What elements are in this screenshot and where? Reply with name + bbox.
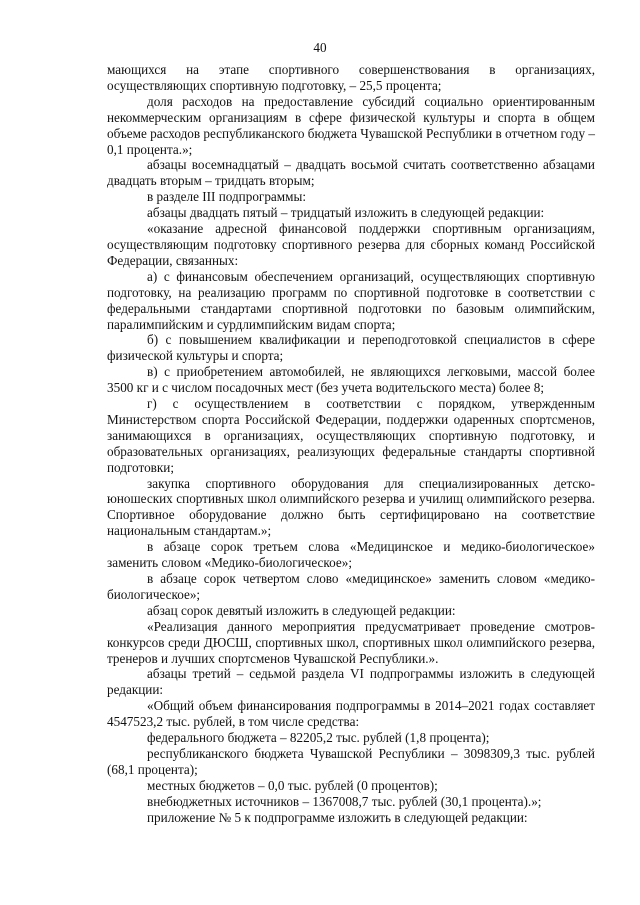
paragraph: местных бюджетов – 0,0 тыс. рублей (0 процентов); bbox=[147, 777, 438, 793]
paragraph: абзацы восемнадцатый – двадцать восьмой считать соответственно абзацами двадцать вторым – тридцать вторым; bbox=[107, 157, 595, 189]
paragraph: закупка спортивного оборудования для специализированных детско-юношеских спортивных школ олимпийского резерва и училищ олимпийского резерва. Спортивное оборудование должно быть сертифицировано на соответствие национальным стандартам.»; bbox=[107, 475, 595, 539]
paragraph: «Реализация данного мероприятия предусматривает проведение смотров-конкурсов среди ДЮСШ, спортивных школ, спортивных школ олимпийского резерва, тренеров и лучших спортсменов Чувашской Республики.». bbox=[107, 618, 595, 666]
paragraph: федерального бюджета – 82205,2 тыс. рублей (1,8 процента); bbox=[147, 730, 490, 746]
paragraph: в абзаце сорок третьем слова «Медицинское и медико-биологическое» заменить словом «Медико-биологическое»; bbox=[107, 539, 595, 571]
document-body bbox=[107, 62, 595, 826]
paragraph: мающихся на этапе спортивного совершенствования в организациях, осуществляющих спортивную подготовку, – 25,5 процента; bbox=[107, 62, 595, 93]
paragraph: абзацы двадцать пятый – тридцатый изложить в следующей редакции: bbox=[147, 205, 545, 221]
paragraph: «Общий объем финансирования подпрограммы в 2014–2021 годах составляет 4547523,2 тыс. рублей, в том числе средства: bbox=[107, 698, 595, 730]
paragraph: а) с финансовым обеспечением организаций, осуществляющих спортивную подготовку, на реализацию программ по спортивной подготовке в соответствии с федеральными стандартами спортивной подготовки по базовым олимпийским, паралимпийским и сурдлимпийским видам спорта; bbox=[107, 268, 595, 332]
paragraph: абзац сорок девятый изложить в следующей редакции: bbox=[147, 602, 456, 618]
page-number: 40 bbox=[313, 40, 327, 55]
paragraph: в) с приобретением автомобилей, не являющихся легковыми, массой более 3500 кг и с числом посадочных мест (без учета водительского места) более 8; bbox=[107, 364, 595, 396]
paragraph: «оказание адресной финансовой поддержки спортивным организациям, осуществляющим подготовку спортивного резерва для сборных команд Российской Федерации, связанных: bbox=[107, 221, 595, 268]
paragraph: приложение № 5 к подпрограмме изложить в следующей редакции: bbox=[147, 809, 528, 825]
paragraph: в абзаце сорок четвертом слово «медицинское» заменить словом «медико-биологическое»; bbox=[107, 571, 595, 602]
paragraph: г) с осуществлением в соответствии с порядком, утвержденным Министерством спорта Российской Федерации, поддержки одаренных спортсменов, занимающихся в организациях, осуществляющих спортивную подготовку, и образовательных организациях, реализующих федеральные стандарты спортивной подготовки; bbox=[107, 396, 595, 475]
paragraph: абзацы третий – седьмой раздела VI подпрограммы изложить в следующей редакции: bbox=[107, 666, 595, 698]
paragraph: б) с повышением квалификации и переподготовкой специалистов в сфере физической культуры и спорта; bbox=[107, 332, 595, 364]
paragraph: доля расходов на предоставление субсидий социально ориентированным некоммерческим организациям в сфере физической культуры и спорта в общем объеме расходов республиканского бюджета Чувашской Республики в отчетном году – 0,1 процента.»; bbox=[107, 93, 595, 157]
paragraph: внебюджетных источников – 1367008,7 тыс. рублей (30,1 процента).»; bbox=[147, 793, 542, 809]
paragraph: республиканского бюджета Чувашской Республики – 3098309,3 тыс. рублей (68,1 процента); bbox=[107, 745, 595, 777]
paragraph: в разделе III подпрограммы: bbox=[147, 189, 307, 205]
